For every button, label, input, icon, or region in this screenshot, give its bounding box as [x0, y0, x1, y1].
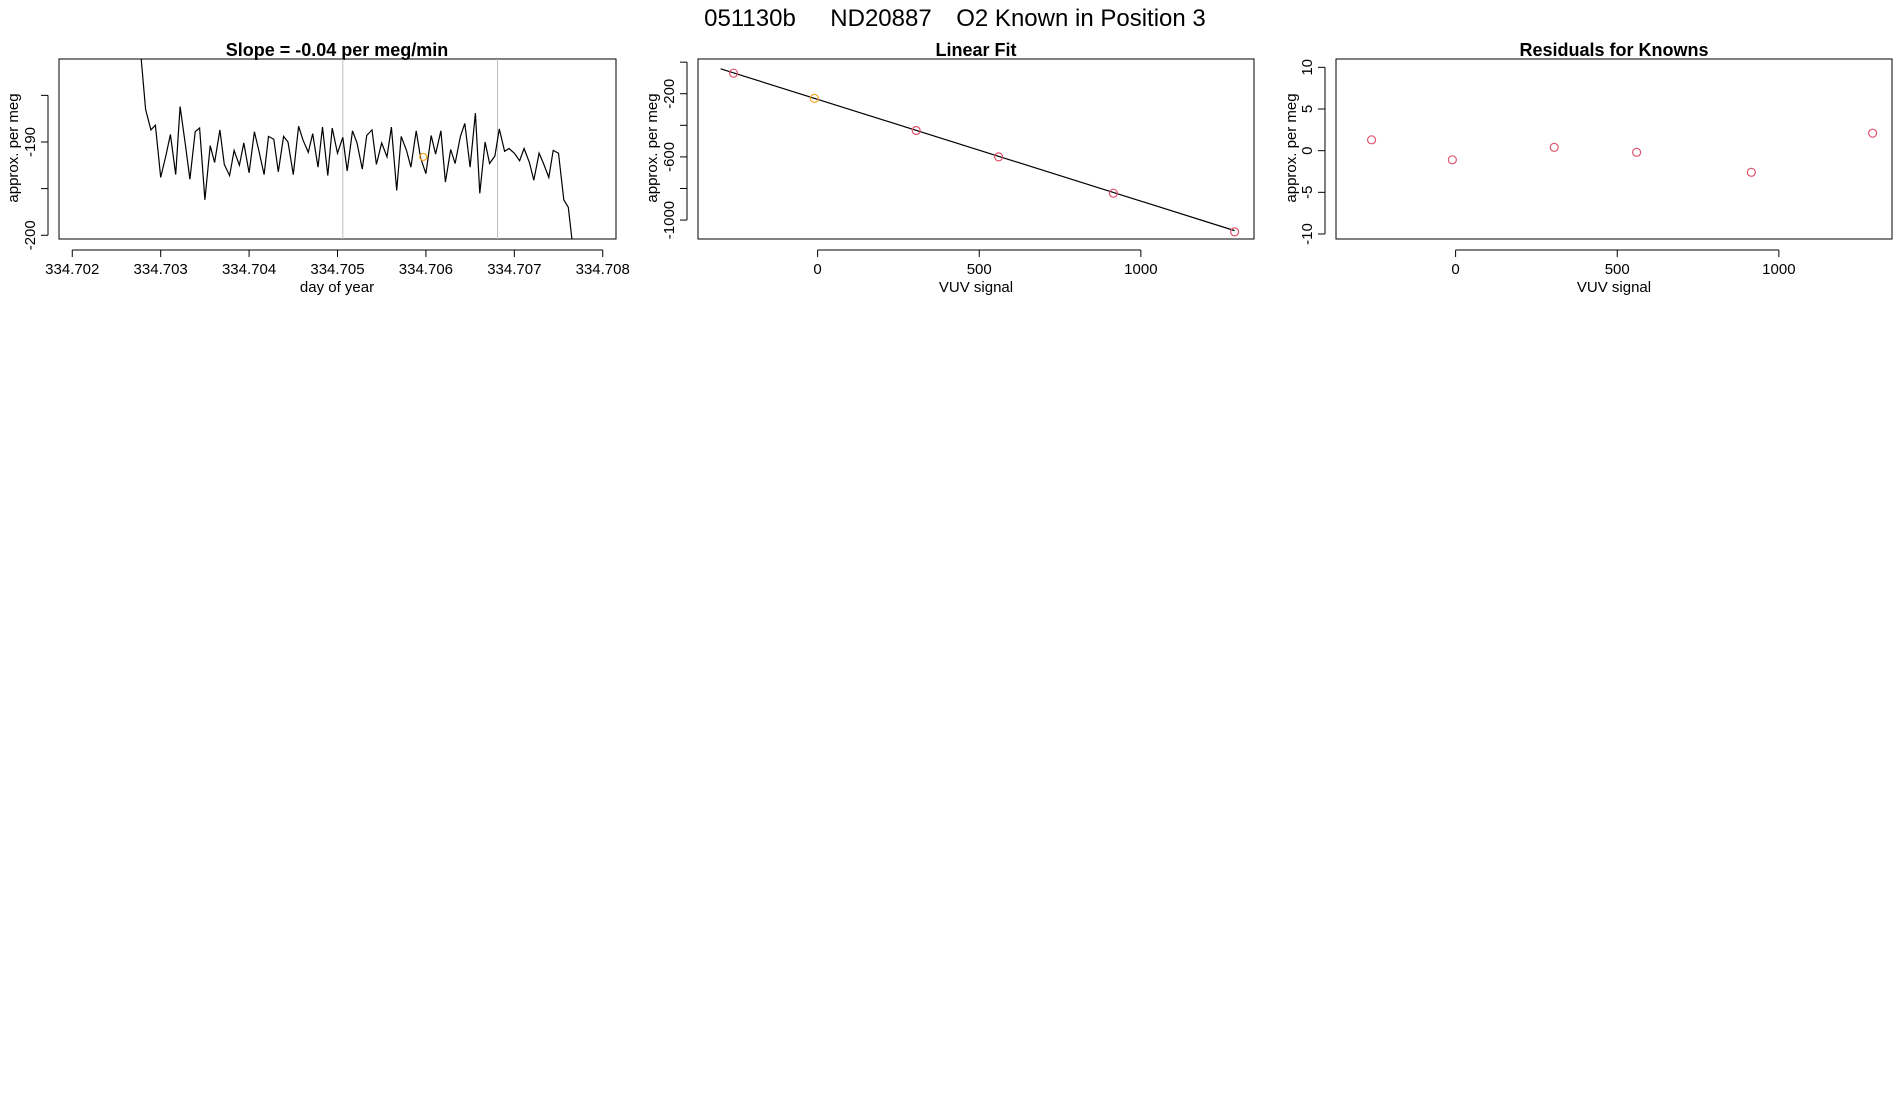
residuals-x-tick-label: 0 [1451, 261, 1460, 278]
timeseries-x-tick-label: 334.703 [133, 261, 188, 278]
timeseries-x-tick-label: 334.705 [310, 261, 365, 278]
figure-title-date: 051130b [704, 5, 796, 32]
timeseries-y-tick-label: -190 [22, 126, 39, 158]
timeseries-y-axis-title: approx. per meg [5, 93, 22, 203]
residuals-y-tick-label: -10 [1299, 223, 1316, 245]
residuals-y-tick-label: 5 [1299, 104, 1316, 114]
residuals-x-tick-label: 500 [1604, 261, 1630, 278]
timeseries-x-tick-label: 334.702 [45, 261, 100, 278]
timeseries-x-tick-label: 334.704 [221, 261, 277, 278]
residuals-y-tick-label: 0 [1299, 146, 1316, 155]
residuals-x-axis-title: VUV signal [1576, 279, 1652, 296]
linear-fit-x-tick-label: 1000 [1124, 261, 1158, 278]
linear-fit-x-tick-label: 500 [966, 261, 992, 278]
timeseries-x-tick-label: 334.707 [487, 261, 542, 278]
residuals-y-tick-label: -5 [1299, 185, 1316, 200]
timeseries-title: Slope = -0.04 per meg/min [225, 40, 449, 60]
residuals-x-tick-label: 1000 [1762, 261, 1796, 278]
linear-fit-title: Linear Fit [935, 40, 1017, 60]
timeseries-x-tick-label: 334.708 [575, 261, 630, 278]
linear-fit-y-tick-label: -600 [661, 141, 678, 172]
residuals-title: Residuals for Knowns [1519, 40, 1709, 60]
figure-title-position: O2 Known in Position 3 [956, 5, 1206, 32]
residuals-y-axis-title: approx. per meg [1283, 93, 1300, 203]
timeseries-y-tick-label: -200 [22, 220, 39, 251]
linear-fit-y-tick-label: -1000 [661, 200, 678, 240]
figure-title-tank: ND20887 [830, 5, 932, 32]
linear-fit-y-axis-title: approx. per meg [644, 93, 661, 203]
residuals-y-tick-label: 10 [1299, 58, 1316, 76]
linear-fit-x-tick-label: 0 [813, 261, 822, 278]
linear-fit-x-axis-title: VUV signal [938, 279, 1014, 296]
linear-fit-y-tick-label: -200 [661, 78, 678, 109]
timeseries-x-tick-label: 334.706 [398, 261, 454, 278]
timeseries-x-axis-title: day of year [299, 279, 375, 296]
